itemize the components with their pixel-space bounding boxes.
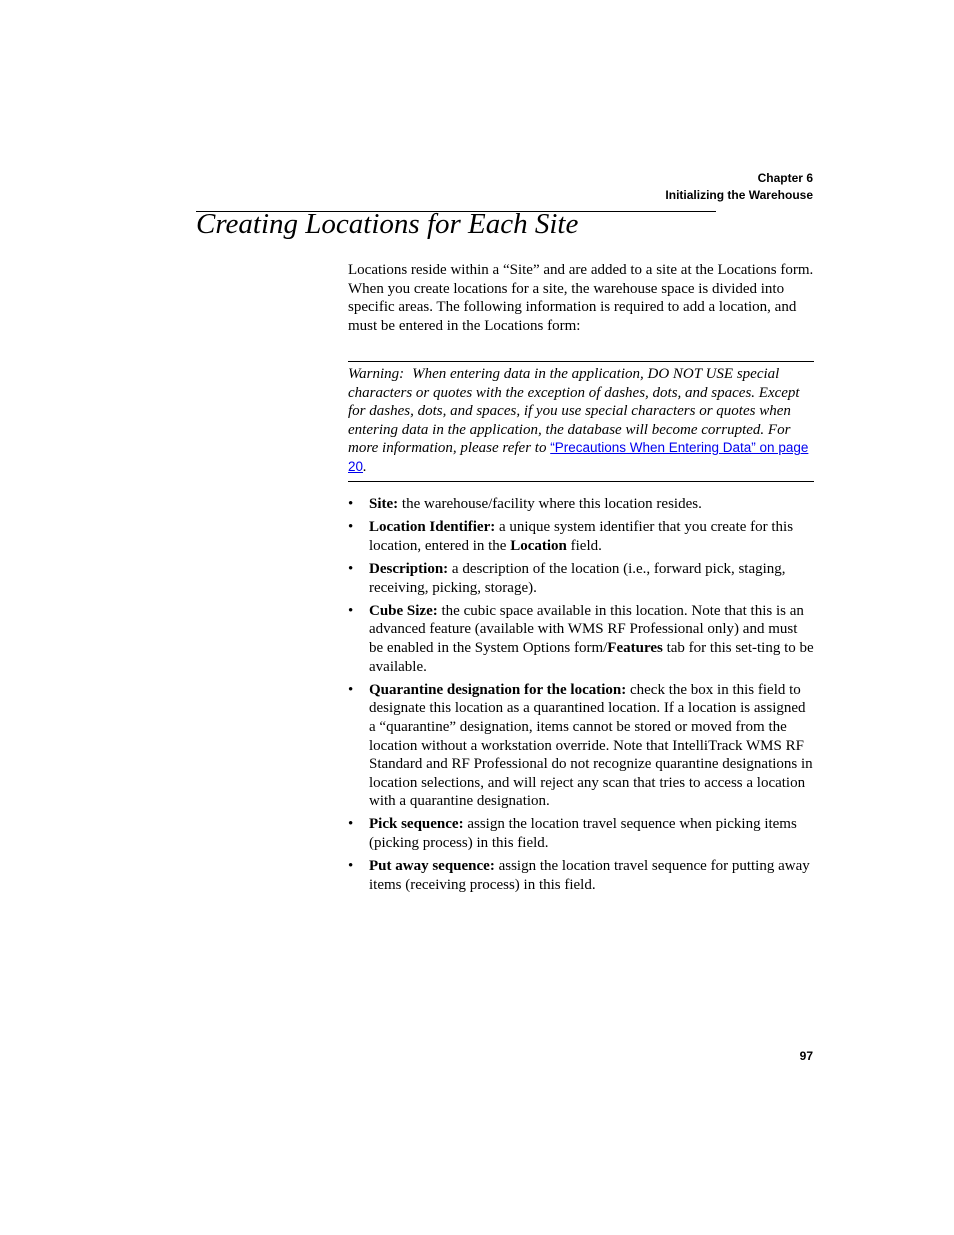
list-item-location-identifier [348, 518, 814, 555]
warning-box [348, 361, 814, 482]
item-term: Quarantine designation for the location: [369, 681, 627, 698]
page-number: 97 [799, 1049, 813, 1063]
chapter-number: Chapter 6 [757, 171, 813, 185]
list-item-cube-size [348, 602, 814, 676]
item-text: assign the location travel sequence for putting away items (receiving process) in this field. [369, 858, 810, 893]
warning-paragraph [348, 365, 814, 477]
item-text: a description of the location (i.e., forward pick, staging, receiving, picking, storage). [369, 560, 786, 596]
warning-label: Warning: [348, 366, 405, 382]
list-item-put-away-sequence [348, 857, 814, 894]
intro-paragraph: Locations reside within a “Site” and are added to a site at the Locations form. When you create locations for a site, the warehouse space is divided into specific areas. The following information is required to add a location, and must be entered in the Locations form: [348, 262, 814, 334]
item-term-inline: Location [510, 537, 567, 554]
item-text: a unique system identifier that you create for this location, entered in the [369, 519, 794, 554]
page-title: Creating Locations for Each Site [196, 208, 579, 240]
item-text: the cubic space available in this location. Note that this is an advanced feature (available with WMS RF Professional only) and must be enabled in the System Options form/ [369, 602, 804, 656]
warning-text: When entering data in the application, DO NOT USE special characters or quotes with the exception of dashes, dots, and spaces. Except for dashes, dots, and spaces, if you use special characters or quotes when entering data in the application, the database will become corrupted. For more information, please refer to [348, 366, 800, 457]
bullet-icon: • [348, 519, 354, 536]
item-term-inline: Features [607, 639, 663, 656]
running-header [665, 170, 813, 204]
item-text-end: tab for this set-ting to be available. [369, 639, 814, 675]
list-item-quarantine [348, 681, 814, 811]
bullet-icon: • [348, 496, 354, 512]
list-item-pick-sequence [348, 815, 814, 852]
item-term: Site: [369, 496, 399, 512]
warning-end: . [363, 458, 367, 475]
bullet-icon: • [348, 858, 354, 875]
list-item-description [348, 560, 814, 597]
item-term: Cube Size: [369, 602, 438, 619]
precautions-link[interactable]: “Precautions When Entering Data” on page 20 [348, 440, 809, 474]
list-item-site [348, 495, 814, 514]
item-term: Description: [369, 560, 449, 577]
chapter-title: Initializing the Warehouse [665, 188, 813, 202]
item-text-end: field. [566, 537, 602, 554]
item-text: assign the location travel sequence when picking items (picking process) in this field. [369, 816, 797, 852]
bullet-icon: • [348, 560, 354, 577]
item-text: the warehouse/facility where this location resides. [398, 496, 702, 512]
item-term: Pick sequence: [369, 816, 464, 833]
requirements-list [348, 495, 814, 899]
item-term: Put away sequence: [369, 858, 495, 875]
bullet-icon: • [348, 681, 354, 698]
bullet-icon: • [348, 602, 354, 619]
item-text: check the box in this field to designate this location as a quarantined location. If a location is assigned a “quarantine” designation, items cannot be stored or moved from the location without a workstation override. Note that IntelliTrack WMS RF Standard and RF Professional do not recognize quarantine designations in location selections, and will reject any scan that tries to access a location with a quarantine designation. [369, 681, 813, 810]
bullet-icon: • [348, 816, 354, 833]
item-term: Location Identifier: [369, 519, 496, 536]
